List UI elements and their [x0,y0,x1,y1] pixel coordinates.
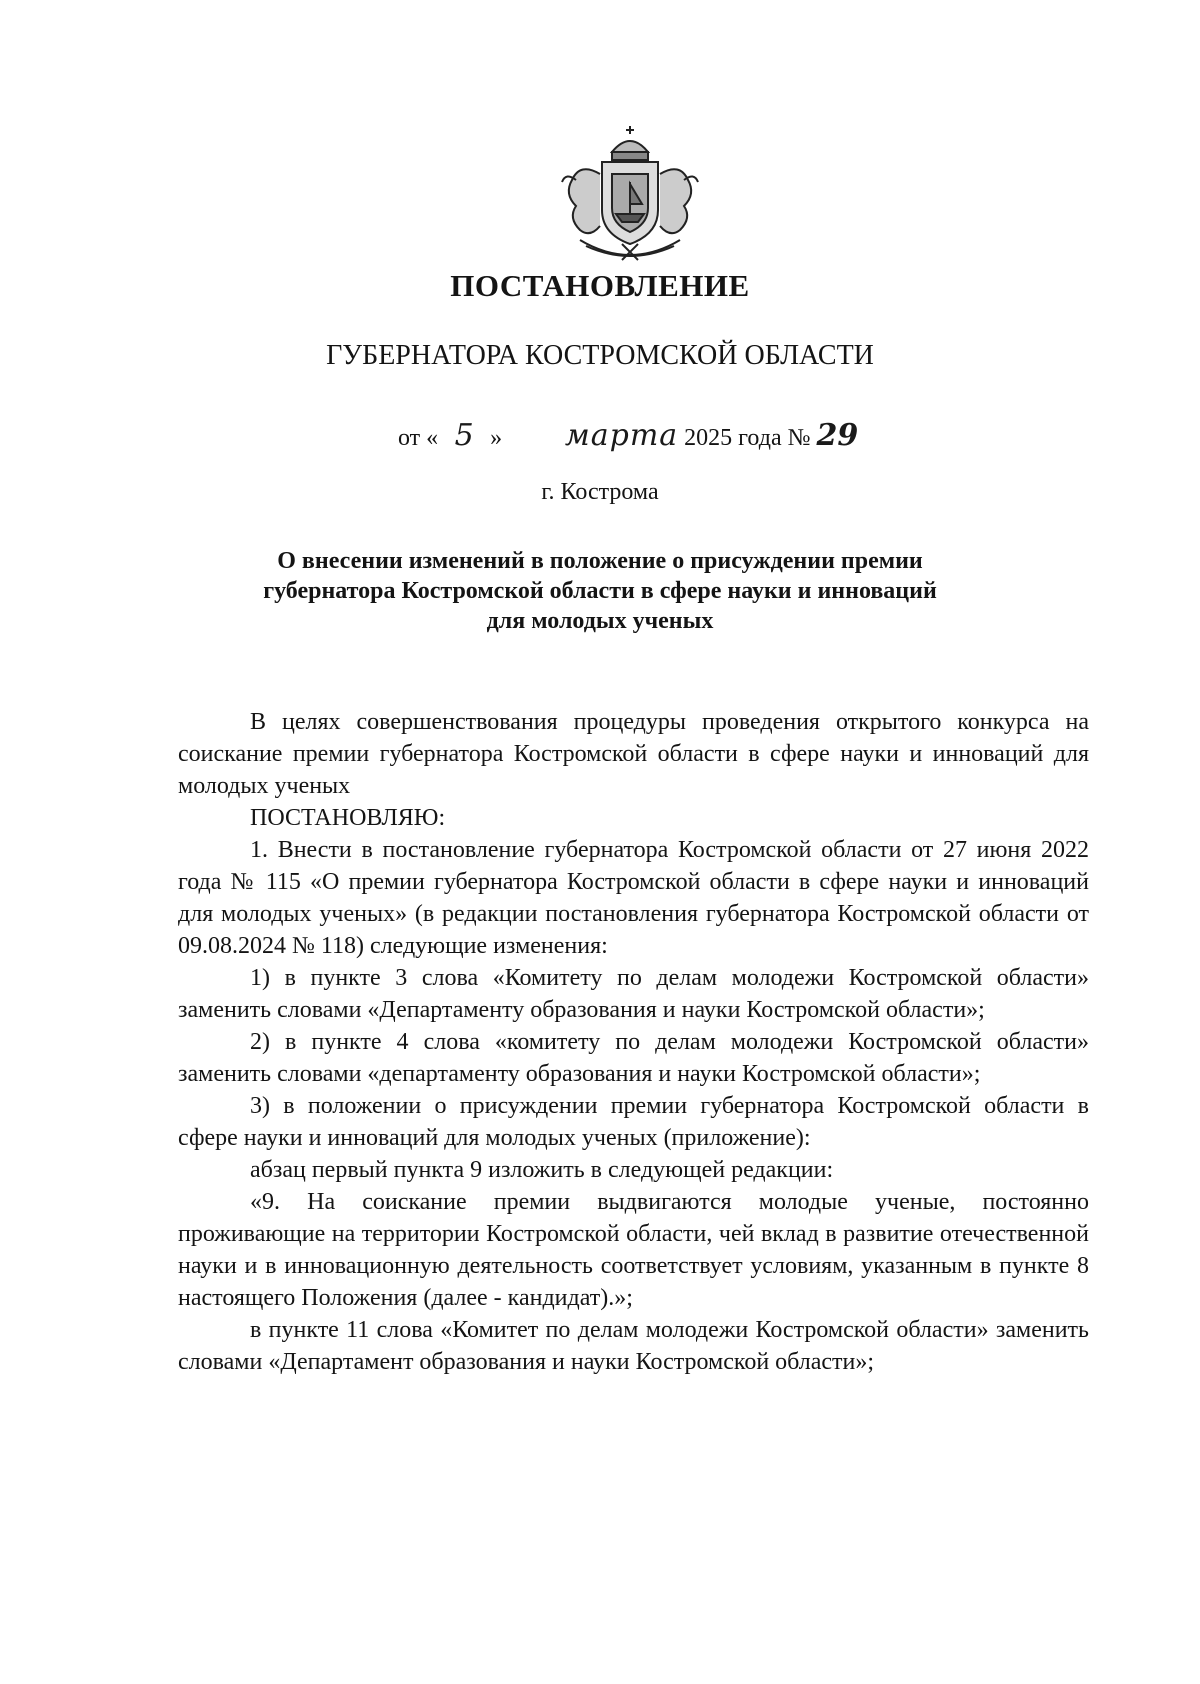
coat-of-arms-icon [550,122,710,272]
title-line: О внесении изменений в положение о присуждении премии [277,548,923,574]
paragraph: 2) в пункте 4 слова «комитету по делам молодежи Костромской области» заменить словами «департаменту образования и науки Костромской области»; [178,1029,1089,1087]
document-number: 29 [816,418,859,453]
paragraph: 1) в пункте 3 слова «Комитету по делам молодежи Костромской области» заменить словами «Департаменту образования и науки Костромской области»; [178,965,1089,1023]
date-day: 5 [454,418,474,453]
date-mid: » [490,425,503,451]
paragraph: «9. На соискание премии выдвигаются молодые ученые, постоянно проживающие на территории Костромской области, чей вклад в развитие отечественной науки и в инновационную деятельность соответствует условиям, указанным в пункте 8 настоящего Положения (далее - кандидат).»; [178,1189,1089,1311]
date-year: 2025 года № [684,425,811,451]
city: г. Кострома [541,479,659,505]
document-title [200,546,1000,636]
title-line: губернатора Костромской области в сфере науки и инноваций [263,578,937,604]
document-type: ПОСТАНОВЛЕНИЕ [450,268,750,303]
paragraph: 3) в положении о присуждении премии губернатора Костромской области в сфере науки и инноваций для молодых ученых (приложение): [178,1093,1089,1151]
title-line: для молодых ученых [486,608,714,634]
paragraph: в пункте 11 слова «Комитет по делам молодежи Костромской области» заменить словами «Департамент образования и науки Костромской области»; [178,1317,1089,1375]
date-prefix: от « [398,425,439,451]
date-line [398,418,858,453]
paragraph: ПОСТАНОВЛЯЮ: [250,805,446,831]
document-issuer: ГУБЕРНАТОРА КОСТРОМСКОЙ ОБЛАСТИ [326,340,874,371]
date-month: марта [564,418,679,453]
paragraph: 1. Внести в постановление губернатора Костромской области от 27 июня 2022 года № 115 «О премии губернатора Костромской области в сфере науки и инноваций для молодых ученых» (в редакции постановления губернатора Костромской области от 09.08.2024 № 118) следующие изменения: [178,837,1089,959]
document-body [178,706,1089,1378]
paragraph: абзац первый пункта 9 изложить в следующей редакции: [250,1157,834,1183]
paragraph: В целях совершенствования процедуры проведения открытого конкурса на соискание премии губернатора Костромской области в сфере науки и инноваций для молодых ученых [178,709,1089,799]
